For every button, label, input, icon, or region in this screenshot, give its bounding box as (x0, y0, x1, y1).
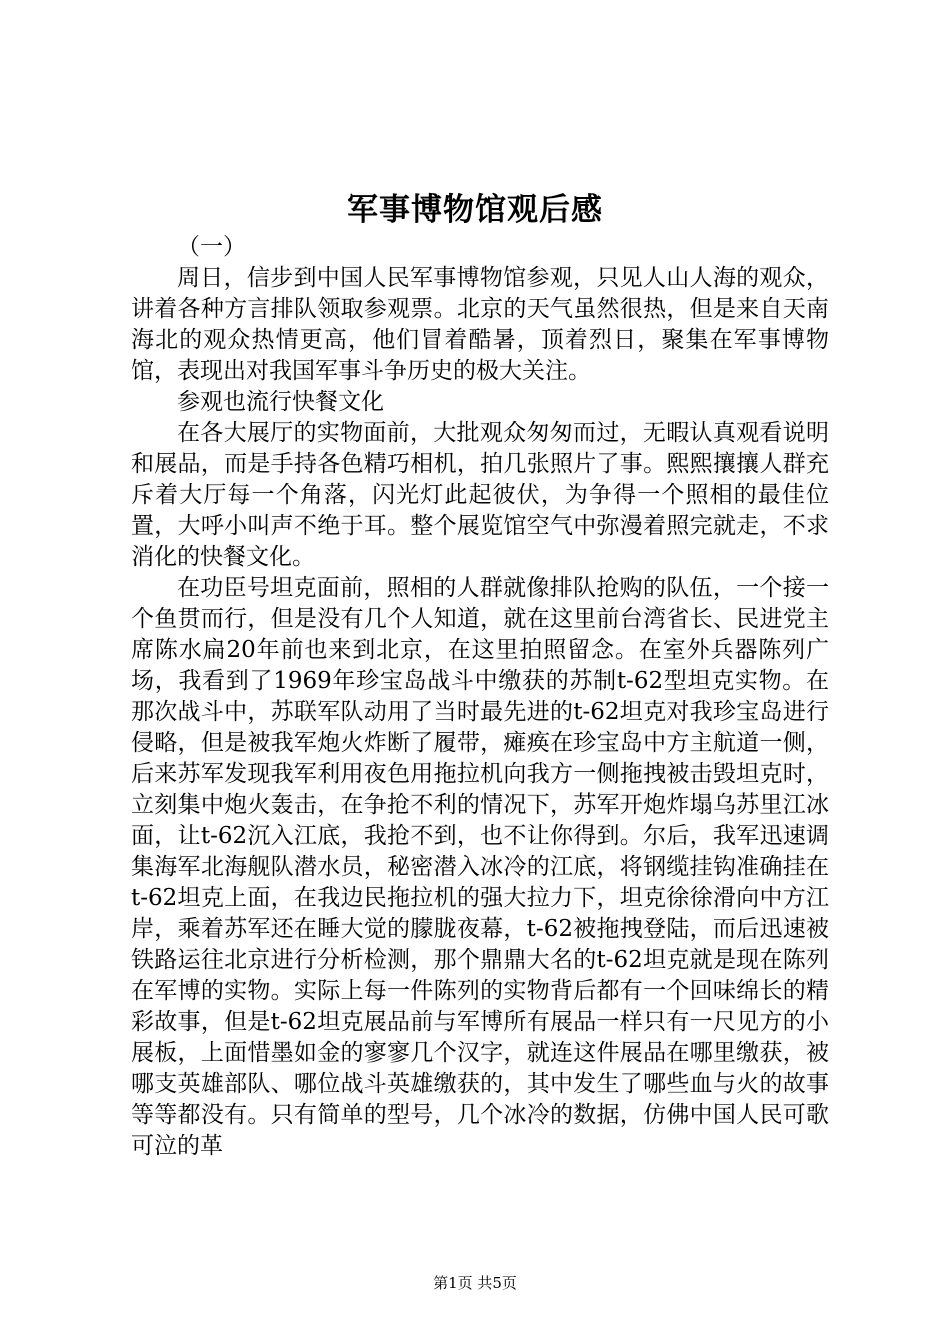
paragraph-t62-tank: 在功臣号坦克面前，照相的人群就像排队抢购的队伍，一个接一个鱼贯而行，但是没有几个人知道，就在这里前台湾省长、民进党主席陈水扁20年前也来到北京，在这里拍照留念。在室外兵器陈列广场，我看到了1969年珍宝岛战斗中缴获的苏制t-62型坦克实物。在那次战斗中，苏联军队动用了当时最先进的t-62坦克对我珍宝岛进行侵略，但是被我军炮火炸断了履带，瘫痪在珍宝岛中方主航道一侧，后来苏军发现我军利用夜色用拖拉机向我方一侧拖拽被击毁坦克时，立刻集中炮火轰击，在争抢不利的情况下，苏军开炮炸塌乌苏里江冰面，让t-62沉入江底，我抢不到，也不让你得到。尔后，我军迅速调集海军北海舰队潜水员，秘密潜入冰冷的江底，将钢缆挂钩准确挂在t-62坦克上面，在我边民拖拉机的强大拉力下，坦克徐徐滑向中方江岸，乘着苏军还在睡大觉的朦胧夜幕，t-62被拖拽登陆，而后迅速被铁路运往北京进行分析检测，那个鼎鼎大名的t-62坦克就是现在陈列在军博的实物。实际上每一件陈列的实物背后都有一个回味绵长的精彩故事，但是t-62坦克展品前与军博所有展品一样只有一尺见方的小展板，上面惜墨如金的寥寥几个汉字，就连这件展品在哪里缴获，被哪支英雄部队、哪位战斗英雄缴获的，其中发生了哪些血与火的故事等等都没有。只有简单的型号，几个冰冷的数据，仿佛中国人民可歌可泣的革 (131, 575, 829, 1159)
section-marker: （一） (177, 234, 246, 260)
document-body (131, 232, 829, 1162)
document-title: 军事博物馆观后感 (347, 192, 603, 228)
page-footer: 第1页 共5页 (433, 1274, 517, 1292)
paragraph-exhibit-halls: 在各大展厅的实物面前，大批观众匆匆而过，无暇认真观看说明和展品，而是手持各色精巧相机，拍几张照片了事。熙熙攘攘人群充斥着大厅每一个角落，闪光灯此起彼伏，为争得一个照相的最佳位置，大呼小叫声不绝于耳。整个展览馆空气中弥漫着照完就走，不求消化的快餐文化。 (131, 420, 829, 570)
subheading-fast-food-culture: 参观也流行快餐文化 (177, 389, 384, 415)
paragraph-intro: 周日，信步到中国人民军事博物馆参观，只见人山人海的观众，讲着各种方言排队领取参观票。北京的天气虽然很热，但是来自天南海北的观众热情更高，他们冒着酷暑，顶着烈日，聚集在军事博物馆，表现出对我国军事斗争历史的极大关注。 (131, 265, 829, 384)
